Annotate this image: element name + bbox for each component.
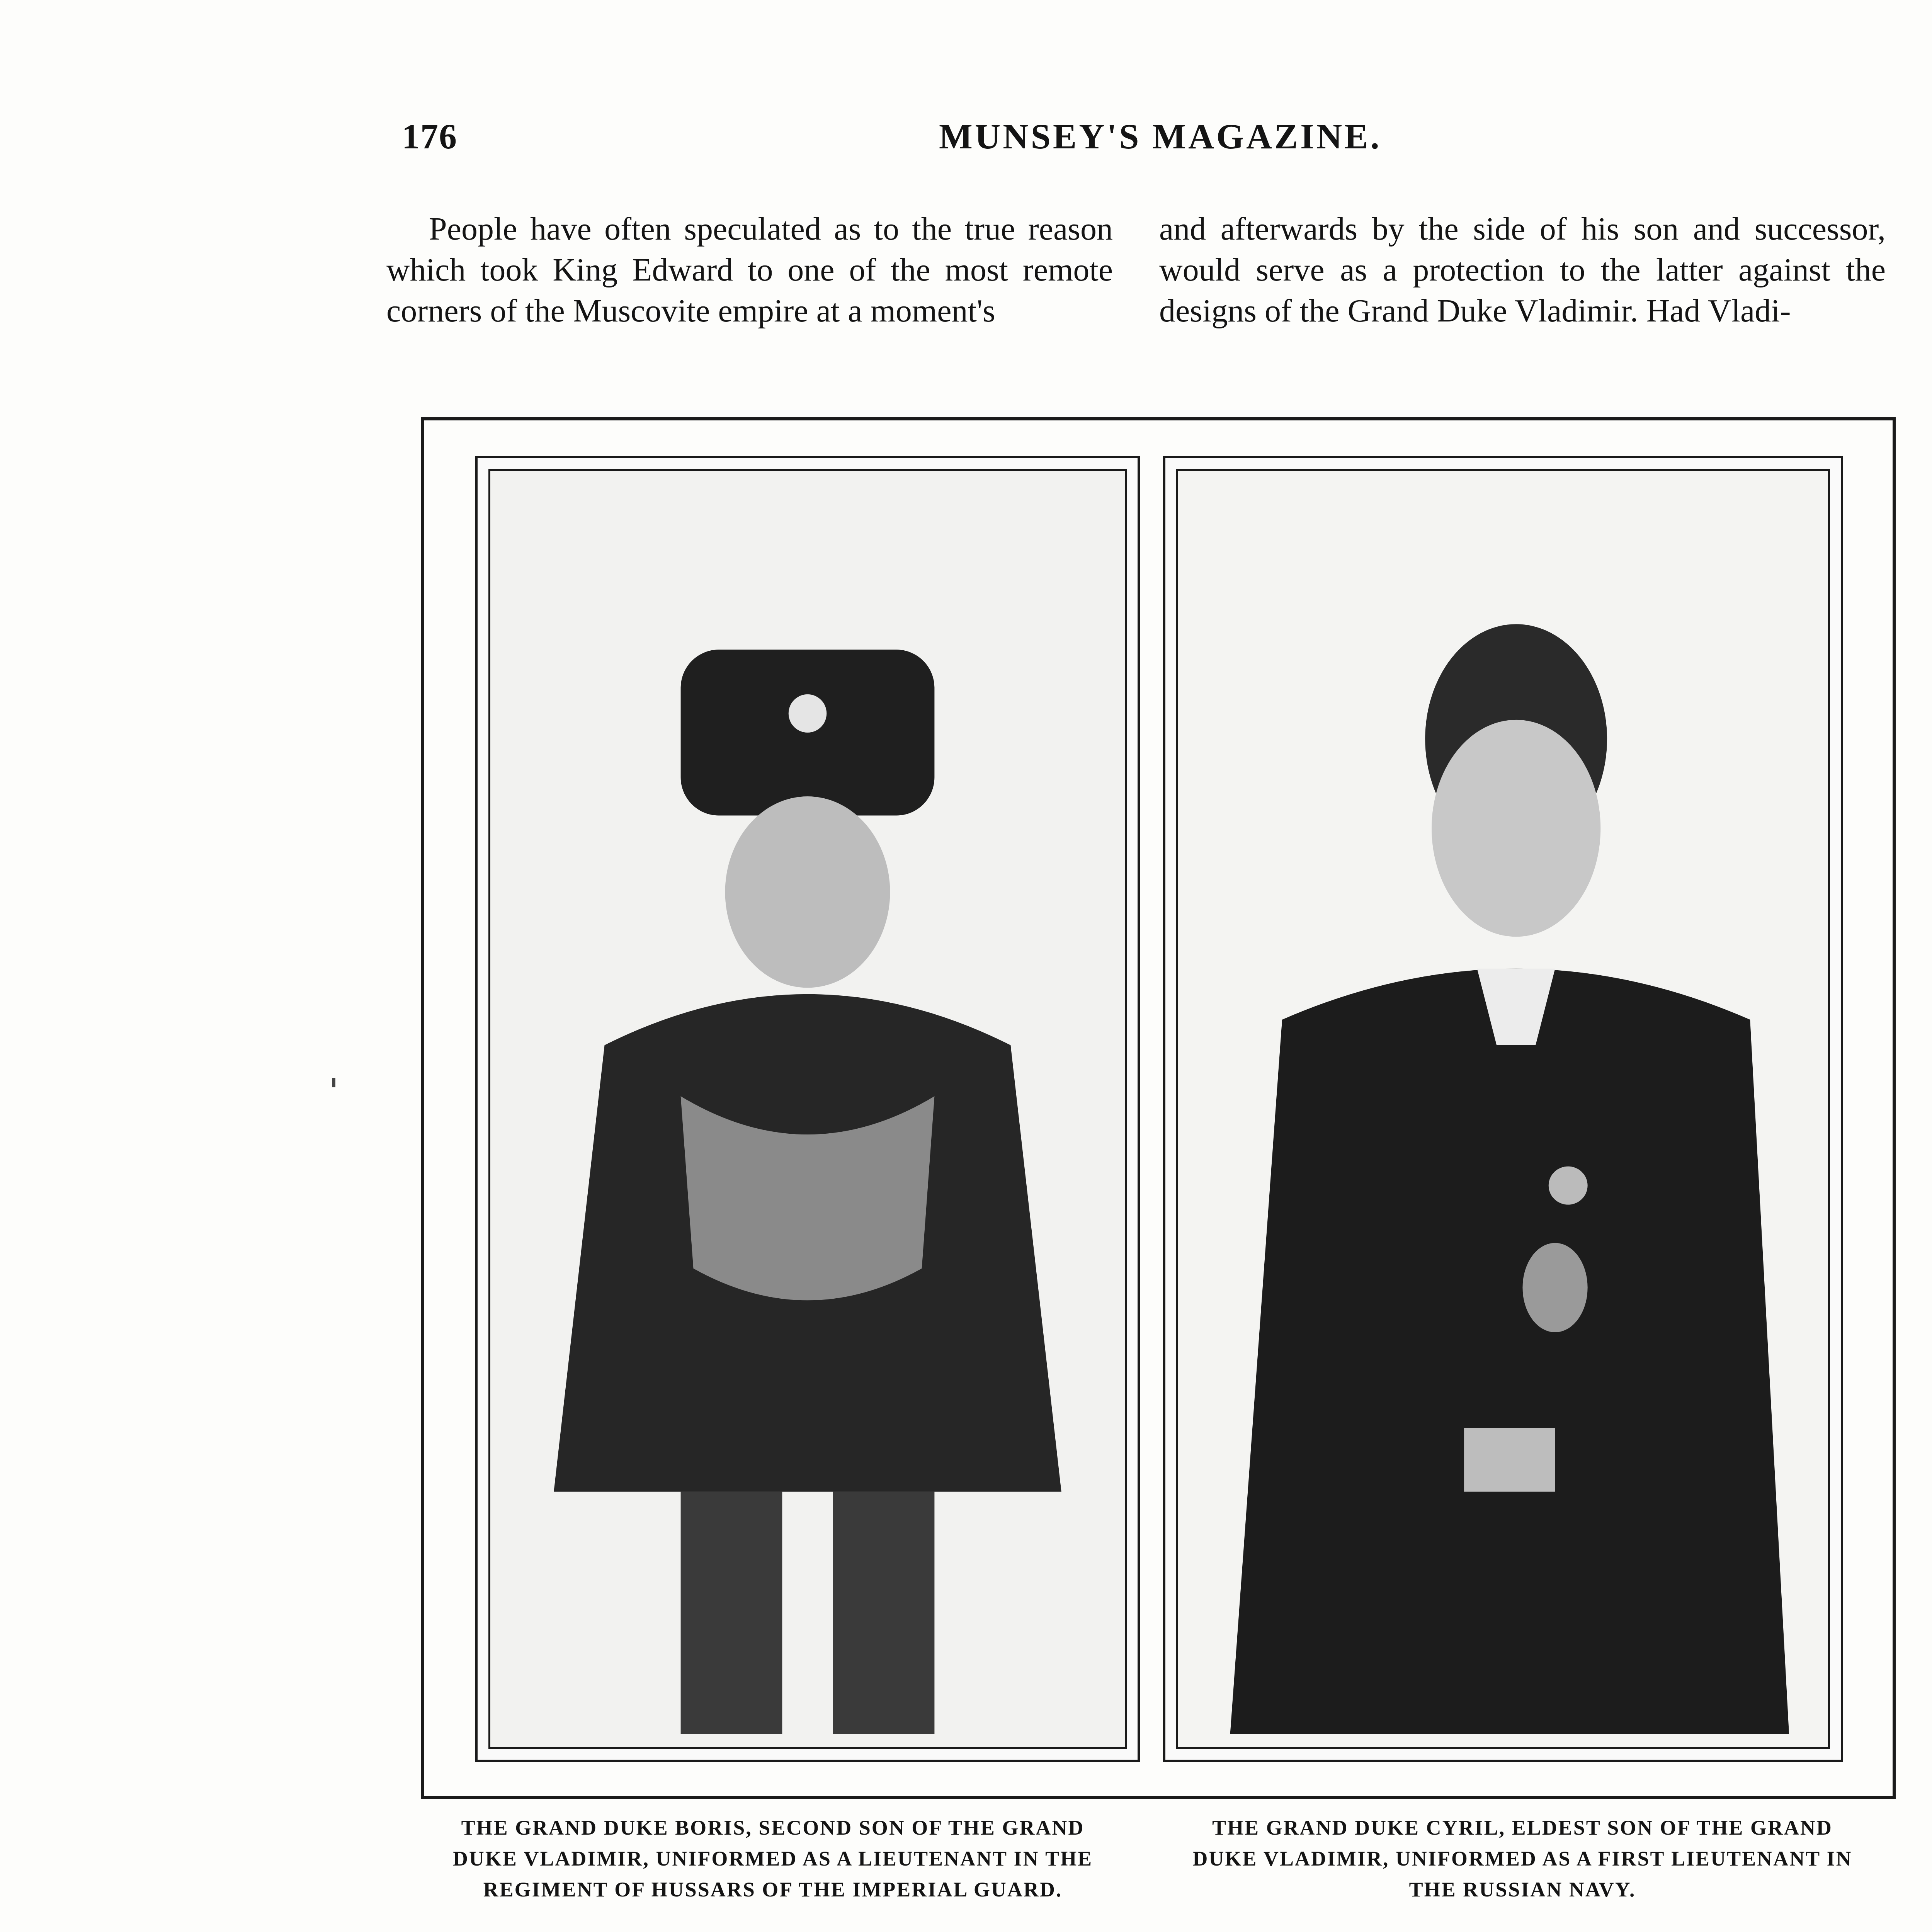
page-number: 176 <box>402 117 457 156</box>
top-left-paragraph: People have often speculated as to the true reason which took King Edward to one of the most remote corners of the Muscovite empire at a moment's <box>386 211 1113 329</box>
photo-cyril-image <box>1176 469 1830 1749</box>
top-left-column <box>386 209 1113 332</box>
caption-cyril: THE GRAND DUKE CYRIL, ELDEST SON OF THE GRAND DUKE VLADIMIR, UNIFORMED AS A FIRST LIEUTENANT IN THE RUSSIAN NAVY. <box>1192 1816 1852 1901</box>
top-right-paragraph: and afterwards by the side of his son and successor, would serve as a protection to the latter against the designs of the Grand Duke Vladimir. Had Vladi- <box>1159 211 1886 329</box>
margin-mark <box>332 1078 335 1087</box>
photo-grand-duke-cyril <box>1163 456 1843 1762</box>
photo-grand-duke-boris <box>475 456 1140 1762</box>
caption-boris: THE GRAND DUKE BORIS, SECOND SON OF THE GRAND DUKE VLADIMIR, UNIFORMED AS A LIEUTENANT IN THE REGIMENT OF HUSSARS OF THE IMPERIAL GUARD. <box>452 1816 1093 1901</box>
hussar-portrait-illustration <box>490 471 1125 1747</box>
top-right-column <box>1159 209 1886 332</box>
magazine-title: MUNSEY'S MAGAZINE. <box>939 117 1382 156</box>
naval-portrait-illustration <box>1178 471 1828 1747</box>
photo-boris-image <box>488 469 1127 1749</box>
